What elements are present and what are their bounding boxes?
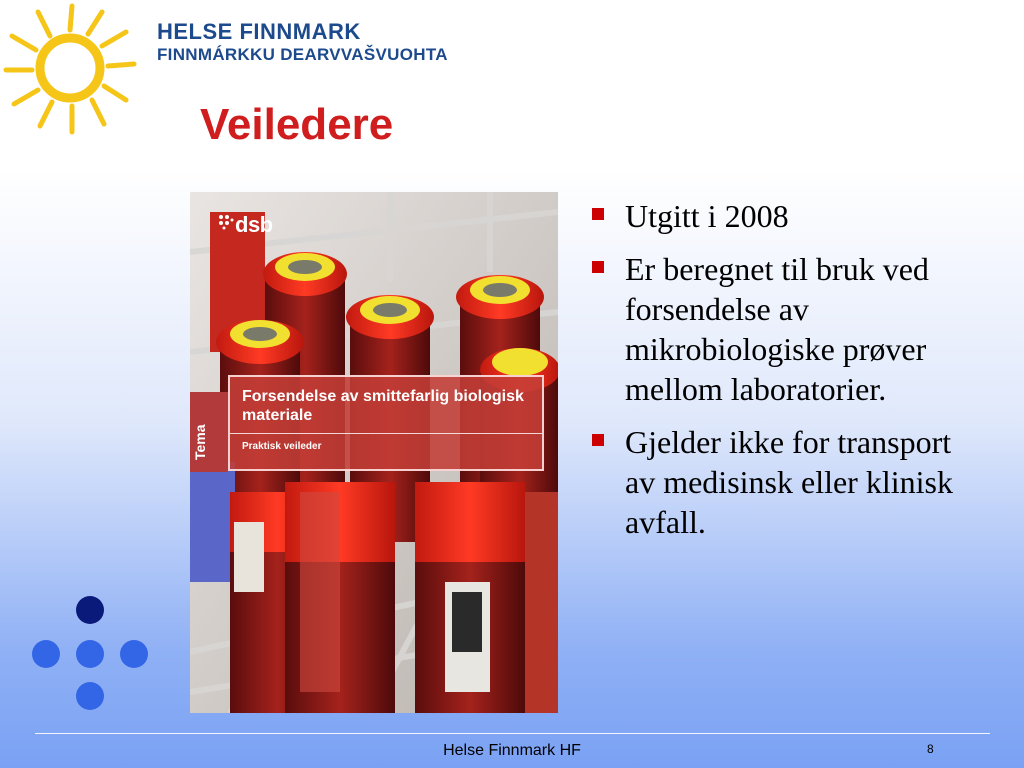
square-bullet-icon <box>592 208 604 220</box>
bullet-text: Utgitt i 2008 <box>625 198 789 234</box>
organization-name-primary: HELSE FINNMARK <box>157 19 361 44</box>
book-title-band <box>228 375 544 471</box>
publisher-logo-text: dsb <box>235 212 273 237</box>
bullet-item <box>590 196 970 236</box>
bullet-item <box>590 249 970 409</box>
footer-divider <box>35 733 990 734</box>
series-label: Tema <box>192 424 208 460</box>
book-title-divider <box>230 433 542 434</box>
book-title: Forsendelse av smittefarlig biologisk materiale <box>242 388 524 424</box>
bullet-text: Gjelder ikke for transport av medisinsk eller klinisk avfall. <box>625 424 953 540</box>
organization-name-sami: FINNMÁRKKU DEARVVAŠVUOHTA <box>157 45 448 64</box>
decorative-dots <box>25 590 155 720</box>
dsb-logo-icon <box>218 214 234 230</box>
slide-title: Veiledere <box>200 100 394 149</box>
bullet-list <box>590 196 970 555</box>
bullet-text: Er beregnet til bruk ved forsendelse av mikrobiologiske prøver mellom laboratorier. <box>625 251 929 407</box>
footer-text: Helse Finnmark HF <box>443 742 581 759</box>
page-number: 8 <box>927 742 934 756</box>
square-bullet-icon <box>592 261 604 273</box>
organization-name <box>157 20 448 66</box>
bullet-item <box>590 422 970 542</box>
book-cover-image <box>190 192 558 713</box>
helse-finnmark-sun-logo <box>0 0 140 140</box>
book-subtitle: Praktisk veileder <box>242 441 322 452</box>
square-bullet-icon <box>592 434 604 446</box>
